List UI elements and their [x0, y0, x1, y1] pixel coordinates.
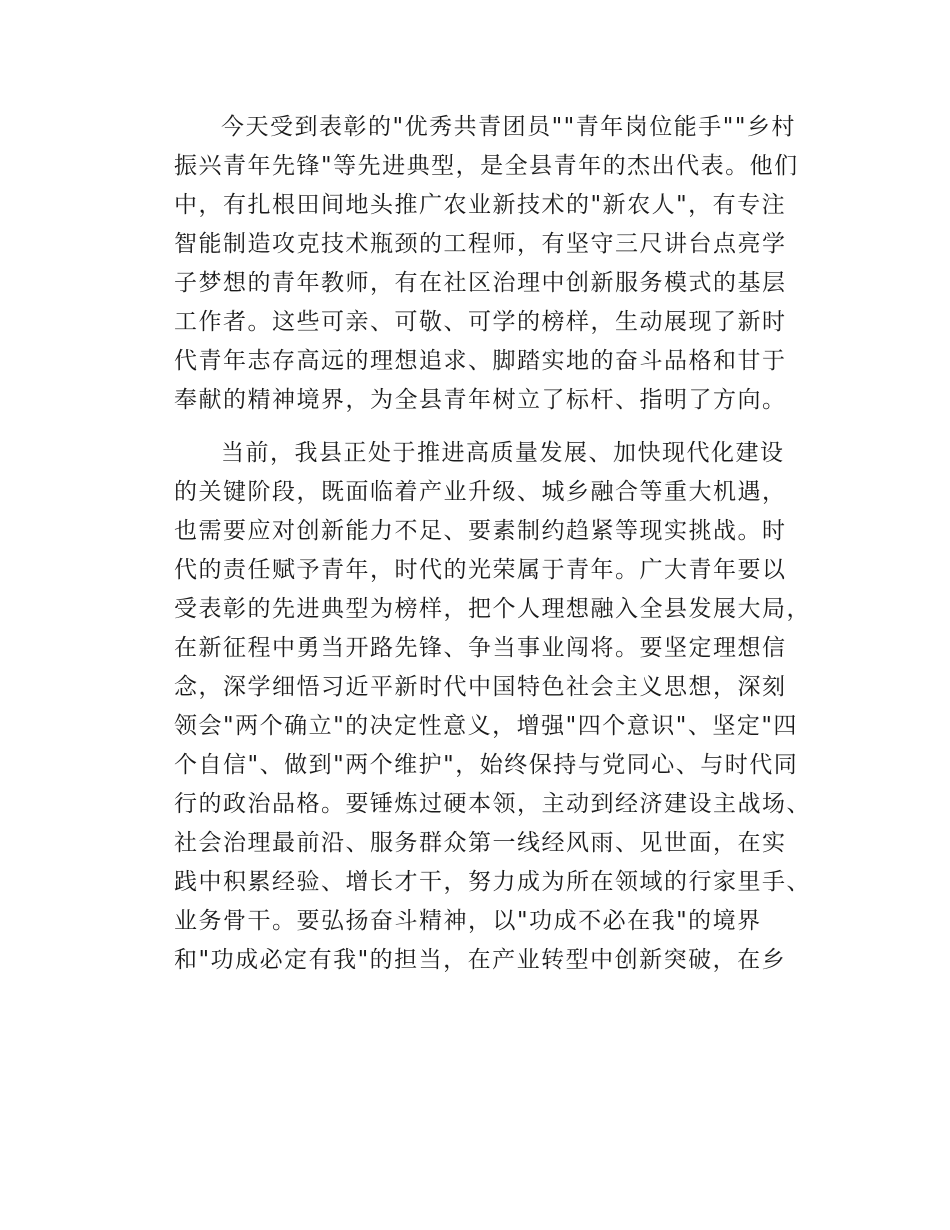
document-body — [174, 108, 814, 980]
text-line: 当前，我县正处于推进高质量发展、加快现代化建设 — [221, 440, 785, 466]
text-line: 代的责任赋予青年，时代的光荣属于青年。广大青年要以 — [174, 557, 787, 583]
text-line: 也需要应对创新能力不足、要素制约趋紧等现实挑战。时 — [174, 518, 787, 544]
text-line: 个自信"、做到"两个维护"，始终保持与党同心、与时代同 — [174, 752, 799, 778]
text-line: 念，深学细悟习近平新时代中国特色社会主义思想，深刻 — [174, 674, 787, 700]
text-line: 在新征程中勇当开路先锋、争当事业闯将。要坚定理想信 — [174, 635, 787, 661]
text-line: 今天受到表彰的"优秀共青团员""青年岗位能手""乡村 — [221, 114, 796, 140]
text-line: 社会治理最前沿、服务群众第一线经风雨、见世面，在实 — [174, 830, 787, 856]
paragraph-1 — [174, 108, 814, 420]
text-line: 业务骨干。要弘扬奋斗精神，以"功成不必在我"的境界 — [174, 908, 762, 934]
paragraph-2 — [174, 434, 814, 980]
text-line: 和"功成必定有我"的担当，在产业转型中创新突破，在乡 — [174, 947, 787, 973]
text-line: 中，有扎根田间地头推广农业新技术的"新农人"，有专注 — [174, 192, 787, 218]
text-line: 领会"两个确立"的决定性意义，增强"四个意识"、坚定"四 — [174, 713, 798, 739]
text-line: 代青年志存高远的理想追求、脚踏实地的奋斗品格和甘于 — [174, 348, 787, 374]
paragraph-spacer — [174, 420, 814, 434]
text-line: 行的政治品格。要锤炼过硬本领，主动到经济建设主战场、 — [174, 791, 811, 817]
text-line: 奉献的精神境界，为全县青年树立了标杆、指明了方向。 — [174, 387, 787, 413]
text-line: 智能制造攻克技术瓶颈的工程师，有坚守三尺讲台点亮学 — [174, 231, 787, 257]
text-line: 的关键阶段，既面临着产业升级、城乡融合等重大机遇， — [174, 479, 787, 505]
text-line: 践中积累经验、增长才干，努力成为所在领域的行家里手、 — [174, 869, 811, 895]
text-line: 工作者。这些可亲、可敬、可学的榜样，生动展现了新时 — [174, 309, 787, 335]
text-line: 受表彰的先进典型为榜样，把个人理想融入全县发展大局， — [174, 596, 811, 622]
text-line: 子梦想的青年教师，有在社区治理中创新服务模式的基层 — [174, 270, 787, 296]
text-line: 振兴青年先锋"等先进典型，是全县青年的杰出代表。他们 — [174, 153, 799, 179]
